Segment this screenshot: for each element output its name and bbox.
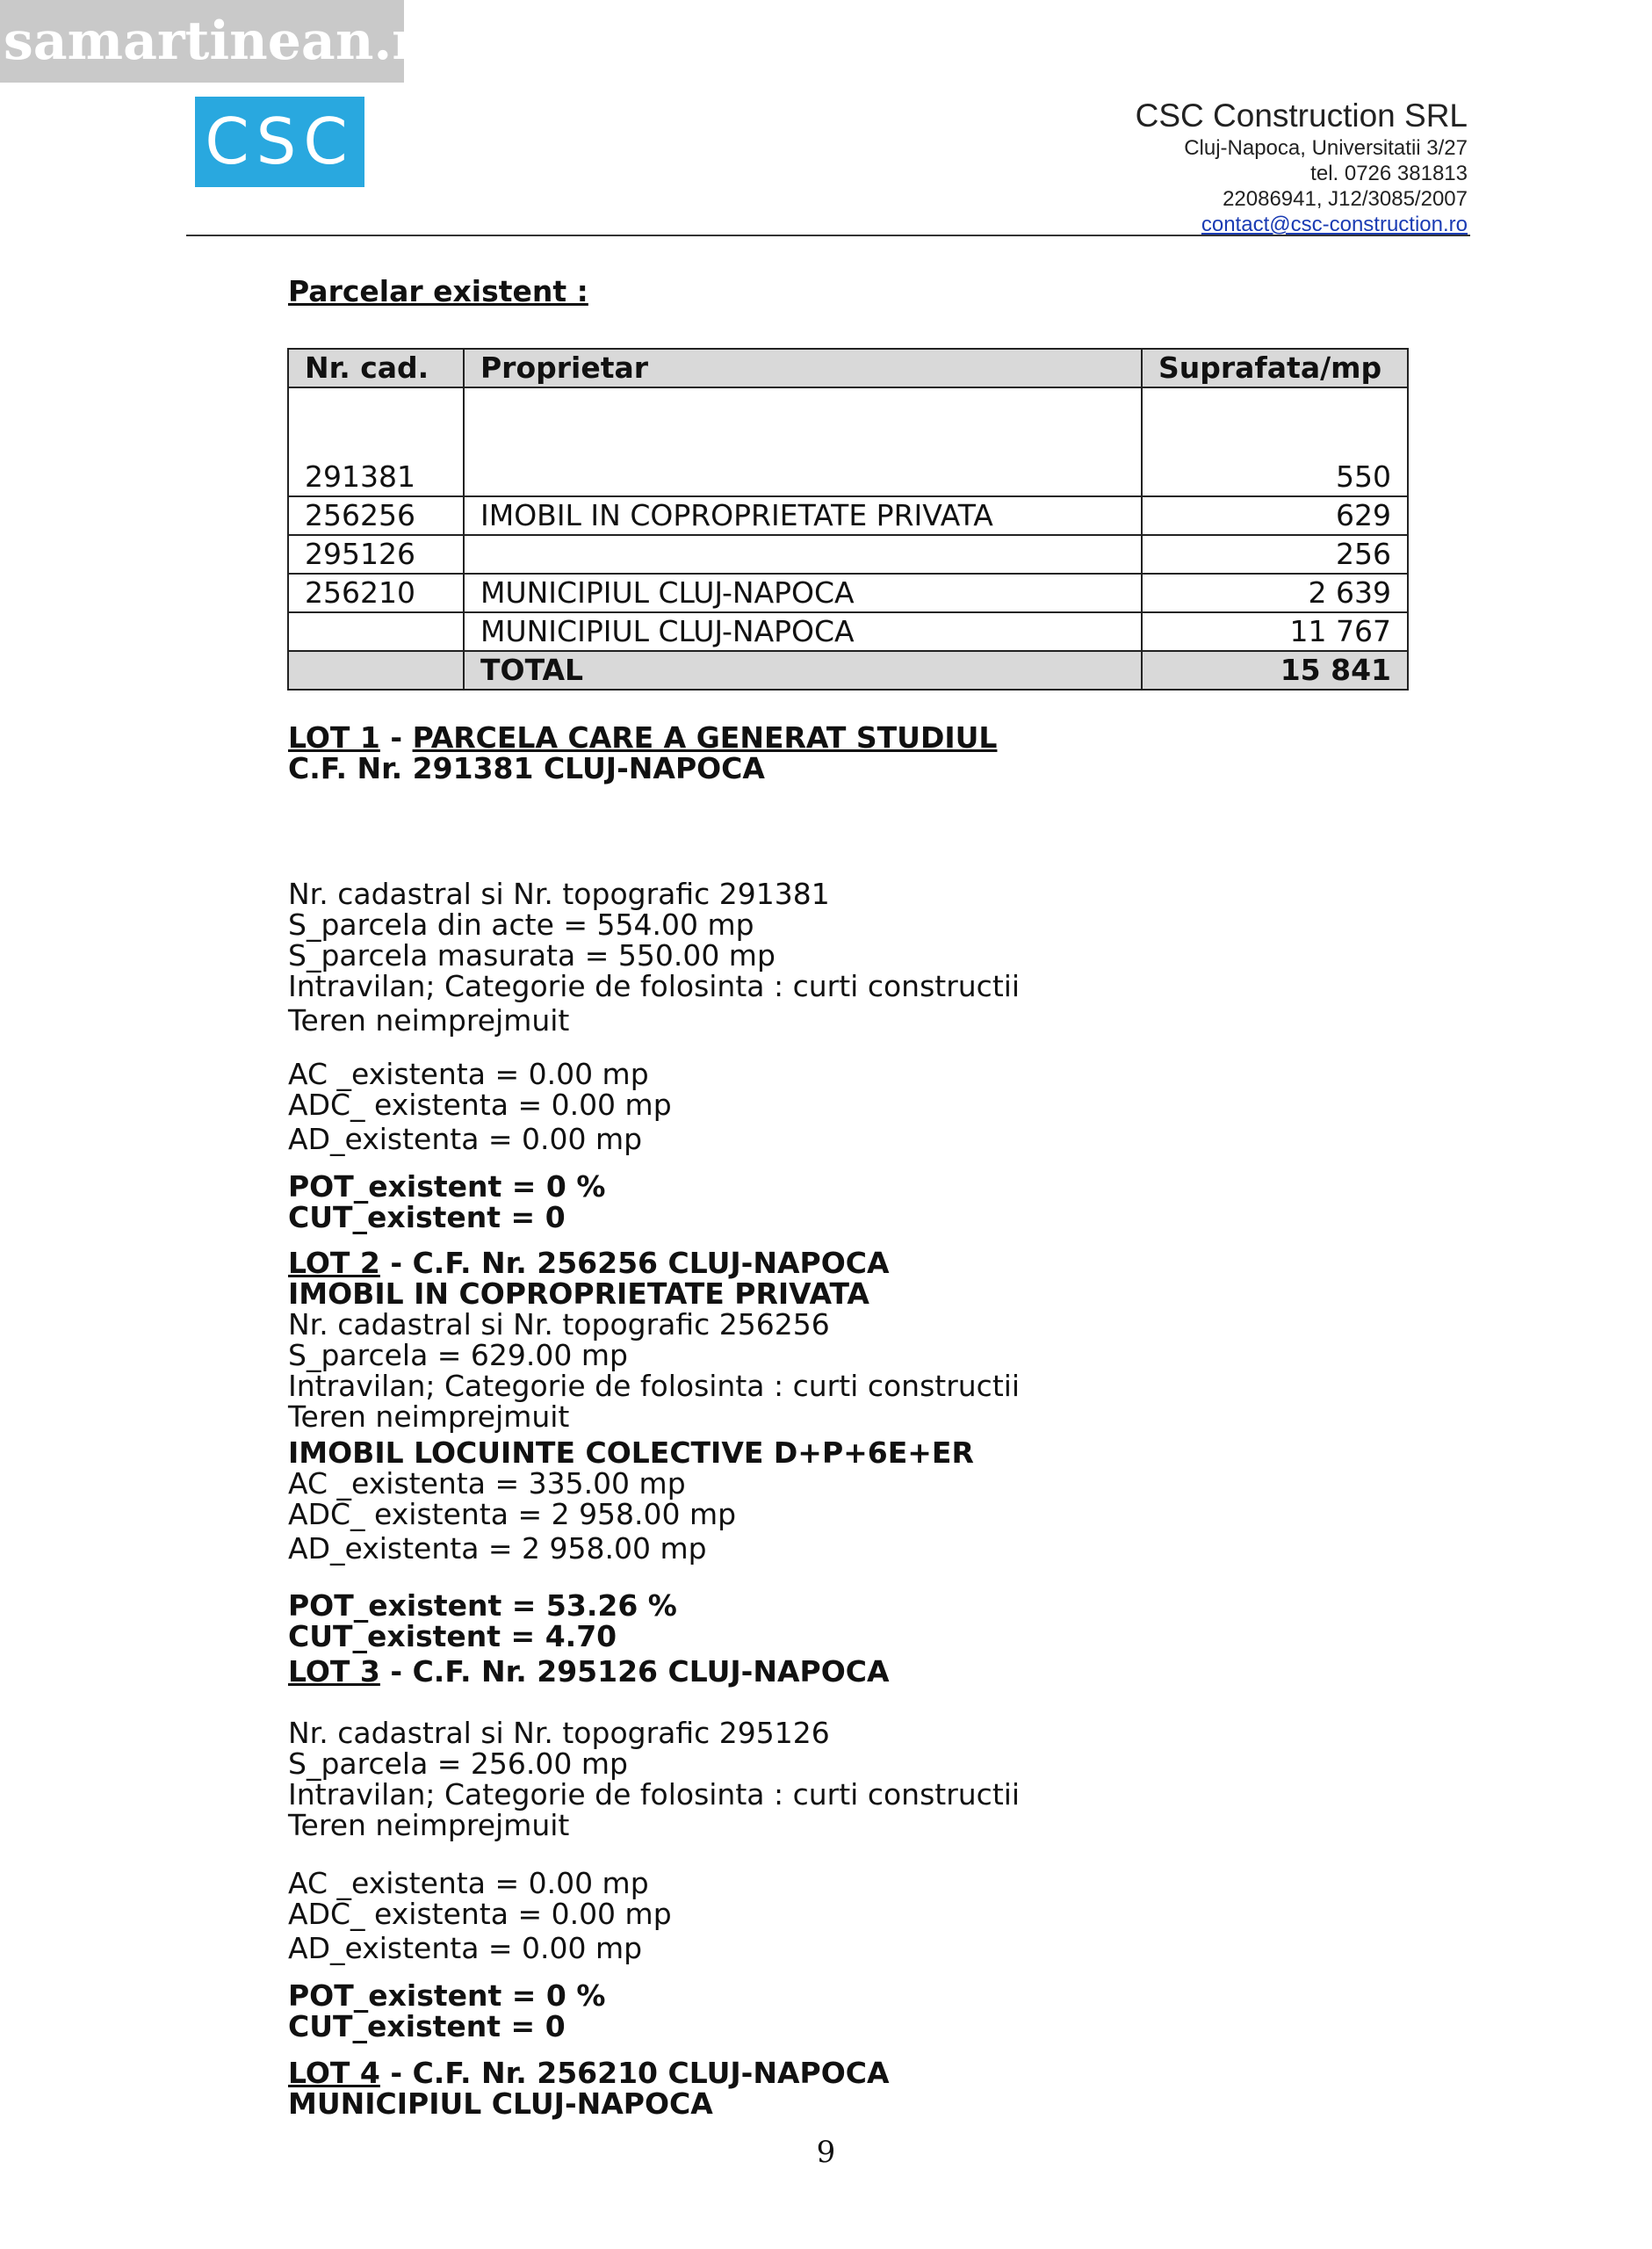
table-cell: 629 (1142, 496, 1408, 535)
lot1-line: S_parcela masurata = 550.00 mp (288, 938, 776, 973)
lot2-block: LOT 2 - C.F. Nr. 256256 CLUJ-NAPOCA IMOBIL IN COPROPRIETATE PRIVATA Nr. cadastral si Nr. topografic 256256 S_parcela = 629.00 mp Intravilan; Categorie de folosinta : curti constructii Teren neimprejmuit (288, 1246, 1021, 1434)
watermark: samartinean.ro (0, 0, 404, 83)
table-cell (288, 612, 464, 651)
lot2-building-block (288, 1437, 974, 1564)
lot1-indices (288, 1171, 605, 1233)
table-cell: IMOBIL IN COPROPRIETATE PRIVATA (464, 496, 1142, 535)
table-row (288, 574, 1408, 612)
table-cell: 256 (1142, 535, 1408, 574)
lot2-area: ADC_ existenta = 2 958.00 mp (288, 1497, 737, 1531)
parcel-table (287, 348, 1409, 691)
lot2-area: AC _existenta = 335.00 mp (288, 1466, 686, 1501)
company-address: Cluj-Napoca, Universitatii 3/27 (1184, 136, 1468, 160)
table-row (288, 535, 1408, 574)
page-number: 9 (816, 2135, 836, 2170)
lot4-heading: LOT 4 - C.F. Nr. 256210 CLUJ-NAPOCA MUNICIPIUL CLUJ-NAPOCA (288, 2056, 890, 2121)
table-cell: 291381 (288, 459, 464, 496)
table-row (288, 612, 1408, 651)
table-cell: MUNICIPIUL CLUJ-NAPOCA (464, 574, 1142, 612)
lot2-building: IMOBIL LOCUINTE COLECTIVE D+P+6E+ER (288, 1435, 974, 1470)
table-cell: 15 841 (1142, 651, 1408, 690)
lot3-indices (288, 1980, 605, 2042)
lot2-line: Intravilan; Categorie de folosinta : curti constructii (288, 1369, 1021, 1403)
lot3-area: AD_existenta = 0.00 mp (288, 1931, 643, 1965)
lot4-cf: C.F. Nr. 256210 CLUJ-NAPOCA (412, 2056, 890, 2090)
table-cell: 256256 (288, 496, 464, 535)
lot3-area: ADC_ existenta = 0.00 mp (288, 1897, 672, 1931)
table-cell: MUNICIPIUL CLUJ-NAPOCA (464, 612, 1142, 651)
lot2-owner: IMOBIL IN COPROPRIETATE PRIVATA (288, 1276, 869, 1311)
table-cell (288, 651, 464, 690)
lot3-area: AC _existenta = 0.00 mp (288, 1866, 649, 1900)
lot2-area: AD_existenta = 2 958.00 mp (288, 1531, 707, 1566)
table-cell: 11 767 (1142, 612, 1408, 651)
lot2-pot: POT_existent = 53.26 % (288, 1588, 677, 1623)
lot2-label: LOT 2 (288, 1246, 380, 1280)
lot1-line: Teren neimprejmuit (288, 1003, 570, 1038)
lot3-label: LOT 3 (288, 1654, 380, 1689)
lot4-label: LOT 4 (288, 2056, 380, 2090)
lot1-line: Nr. cadastral si Nr. topografic 291381 (288, 877, 830, 911)
lot1-cf: C.F. Nr. 291381 CLUJ-NAPOCA (288, 751, 765, 785)
lot1-line: Intravilan; Categorie de folosinta : curti constructii (288, 969, 1021, 1003)
parcelar-title: Parcelar existent : (288, 274, 588, 308)
table-cell: 2 639 (1142, 574, 1408, 612)
lot2-cut: CUT_existent = 4.70 (288, 1619, 617, 1653)
lot1-title: PARCELA CARE A GENERAT STUDIUL (412, 720, 998, 755)
table-cell (464, 535, 1142, 574)
table-cell: TOTAL (464, 651, 1142, 690)
table-cell: 550 (1142, 459, 1408, 496)
lot2-indices (288, 1590, 677, 1652)
lot3-cut: CUT_existent = 0 (288, 2009, 566, 2043)
lot1-pot: POT_existent = 0 % (288, 1169, 606, 1204)
lot4-owner: MUNICIPIUL CLUJ-NAPOCA (288, 2086, 713, 2121)
lot1-label: LOT 1 (288, 720, 380, 755)
lot2-line: Teren neimprejmuit (288, 1399, 570, 1434)
lot3-pot: POT_existent = 0 % (288, 1978, 606, 2013)
lot3-heading: LOT 3 - C.F. Nr. 295126 CLUJ-NAPOCA (288, 1654, 890, 1689)
lot2-line: Nr. cadastral si Nr. topografic 256256 (288, 1307, 830, 1341)
lot1-areas (288, 1059, 672, 1154)
table-row (288, 459, 1408, 496)
column-header: Proprietar (464, 349, 1142, 387)
table-spacer-row (288, 387, 1408, 459)
table-header-row (288, 349, 1408, 387)
lot3-line: Nr. cadastral si Nr. topografic 295126 (288, 1716, 830, 1750)
lot1-details (288, 879, 1020, 1036)
lot1-heading: LOT 1 - PARCELA CARE A GENERAT STUDIUL C.F. Nr. 291381 CLUJ-NAPOCA (288, 720, 998, 785)
lot1-area: AD_existenta = 0.00 mp (288, 1122, 643, 1156)
lot1-area: ADC_ existenta = 0.00 mp (288, 1088, 672, 1122)
lot3-areas (288, 1868, 672, 1963)
lot3-line: Intravilan; Categorie de folosinta : curti constructii (288, 1777, 1021, 1811)
company-registration: 22086941, J12/3085/2007 (1223, 187, 1468, 211)
lot2-line: S_parcela = 629.00 mp (288, 1338, 628, 1372)
lot3-details (288, 1717, 1020, 1840)
company-email-link[interactable]: contact@csc-construction.ro (1201, 213, 1468, 236)
company-name: CSC Construction SRL (1135, 98, 1468, 134)
company-phone: tel. 0726 381813 (1310, 162, 1468, 185)
lot1-cut: CUT_existent = 0 (288, 1200, 566, 1234)
company-header (1136, 97, 1468, 237)
lot1-area: AC _existenta = 0.00 mp (288, 1057, 649, 1091)
company-logo: CSC (195, 97, 364, 187)
header-divider (186, 235, 1470, 236)
column-header: Nr. cad. (288, 349, 464, 387)
table-cell: 256210 (288, 574, 464, 612)
column-header: Suprafata/mp (1142, 349, 1408, 387)
lot1-line: S_parcela din acte = 554.00 mp (288, 908, 754, 942)
table-row (288, 496, 1408, 535)
lot2-cf: C.F. Nr. 256256 CLUJ-NAPOCA (412, 1246, 890, 1280)
table-cell (464, 459, 1142, 496)
lot3-cf: C.F. Nr. 295126 CLUJ-NAPOCA (412, 1654, 890, 1689)
table-total-row (288, 651, 1408, 690)
lot3-line: Teren neimprejmuit (288, 1808, 570, 1842)
lot3-line: S_parcela = 256.00 mp (288, 1746, 628, 1781)
table-cell: 295126 (288, 535, 464, 574)
